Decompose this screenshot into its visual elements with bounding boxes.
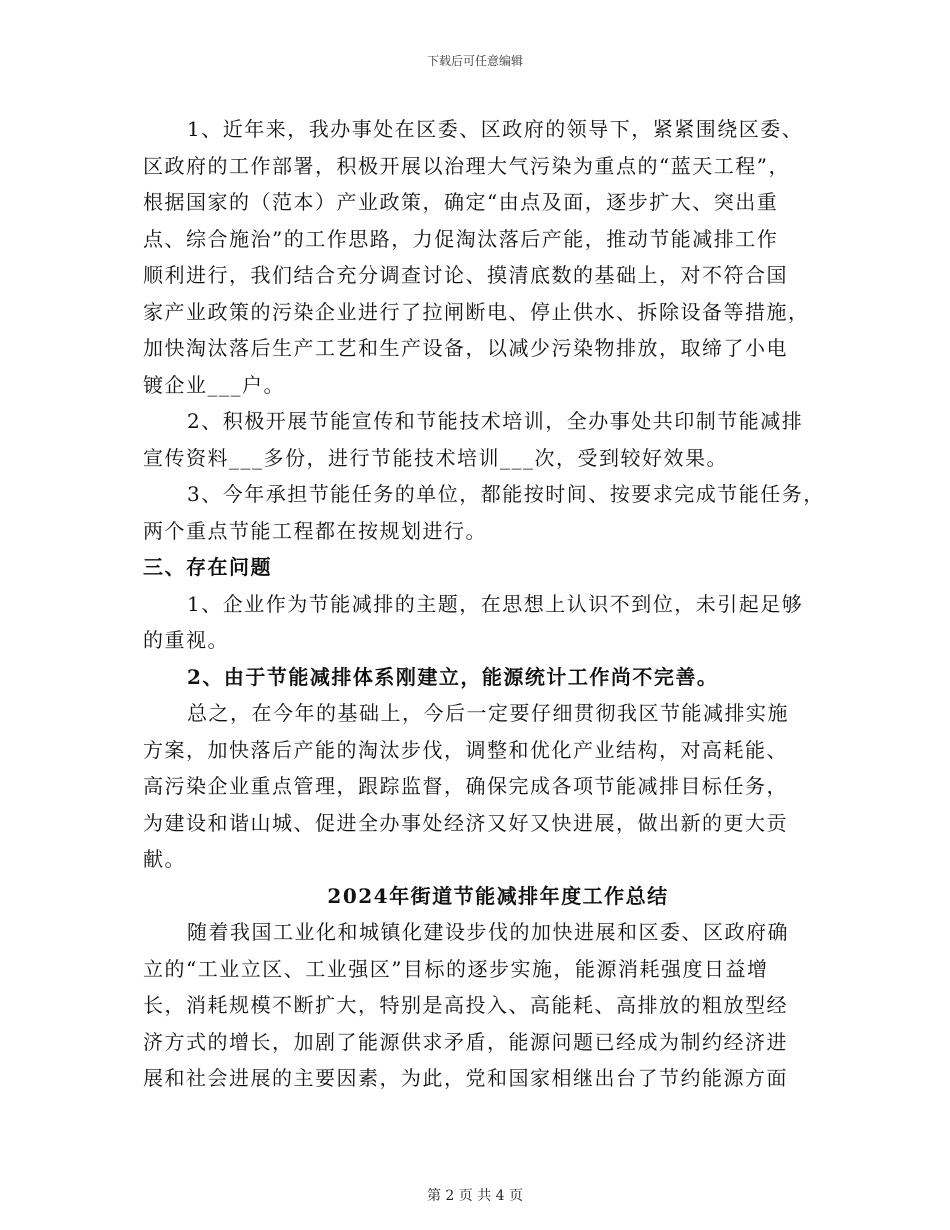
paragraph-tasks [143, 476, 825, 549]
text-line: 宣传资料___多份，进行节能技术培训___次，受到较好效果。 [143, 445, 728, 470]
problem-item-1 [143, 586, 813, 659]
section-heading: 三、存在问题 [143, 555, 272, 579]
paragraph-intro [143, 914, 813, 1097]
document-body [143, 111, 825, 1097]
text-line: 随着我国工业化和城镇化建设步伐的加快进展和区委、区政府确 [187, 920, 789, 944]
paragraph-conclusion [143, 695, 813, 878]
problem-item-2 [143, 659, 813, 696]
text-line: 1、近年来，我办事处在区委、区政府的领导下，紧紧围绕区委、 [187, 117, 804, 141]
text-line: 济方式的增长，加剧了能源供求矛盾，能源问题已经成为制约经济进 [143, 1029, 788, 1054]
text-line: 两个重点节能工程都在按规划进行。 [143, 518, 487, 543]
text-line: 点、综合施治”的工作思路，力促淘汰落后产能，推动节能减排工作 [143, 226, 779, 251]
text-line: 方案，加快落后产能的淘汰步伐，调整和优化产业结构，对高耗能、 [143, 737, 788, 762]
paragraph-training [143, 403, 813, 476]
text-line: 区政府的工作部署，积极开展以治理大气污染为重点的“蓝天工程”， [143, 153, 790, 178]
text-line: 2、积极开展节能宣传和节能技术培训，全办事处共印制节能减排 [187, 409, 804, 433]
text-line: 立的“工业立区、工业强区”目标的逐步实施，能源消耗强度日益增 [143, 956, 769, 981]
text-line: 展和社会进展的主要因素，为此，党和国家相继出台了节约能源方面 [143, 1066, 788, 1090]
text-line: 总之，在今年的基础上，今后一定要仔细贯彻我区节能减排实施 [187, 701, 789, 725]
text-line: 加快淘汰落后生产工艺和生产设备，以减少污染物排放，取缔了小电 [143, 336, 788, 360]
document-title: 2024年街道节能减排年度工作总结 [327, 883, 669, 908]
text-line: 1、企业作为节能减排的主题，在思想上认识不到位，未引起足够 [187, 591, 804, 616]
text-line: 顺利进行，我们结合充分调查讨论、摸清底数的基础上，对不符合国 [143, 263, 788, 287]
text-line: 镀企业___户。 [143, 372, 285, 397]
text-line: 2、由于节能减排体系刚建立，能源统计工作尚不完善。 [187, 664, 719, 689]
text-line: 家产业政策的污染企业进行了拉闸断电、停止供水、拆除设备等措施， [143, 299, 810, 324]
text-line: 长，消耗规模不断扩大，特别是高投入、高能耗、高排放的粗放型经 [143, 993, 788, 1017]
text-line: 的重视。 [143, 628, 229, 652]
paragraph-eliminate-capacity [143, 111, 813, 403]
text-line: 为建设和谐山城、促进全办事处经济又好又快进展，做出新的更大贡 [143, 810, 788, 835]
text-line: 根据国家的（范本）产业政策，确定“由点及面，逐步扩大、突出重 [143, 190, 779, 214]
text-line: 高污染企业重点管理，跟踪监督，确保完成各项节能减排目标任务， [143, 774, 788, 798]
page-header: 下载后可任意编辑 [426, 54, 523, 68]
page-footer: 第 2 页 共 4 页 [426, 1188, 524, 1204]
text-line: 献。 [143, 847, 186, 871]
text-line: 3、今年承担节能任务的单位，都能按时间、按要求完成节能任务， [187, 482, 825, 506]
